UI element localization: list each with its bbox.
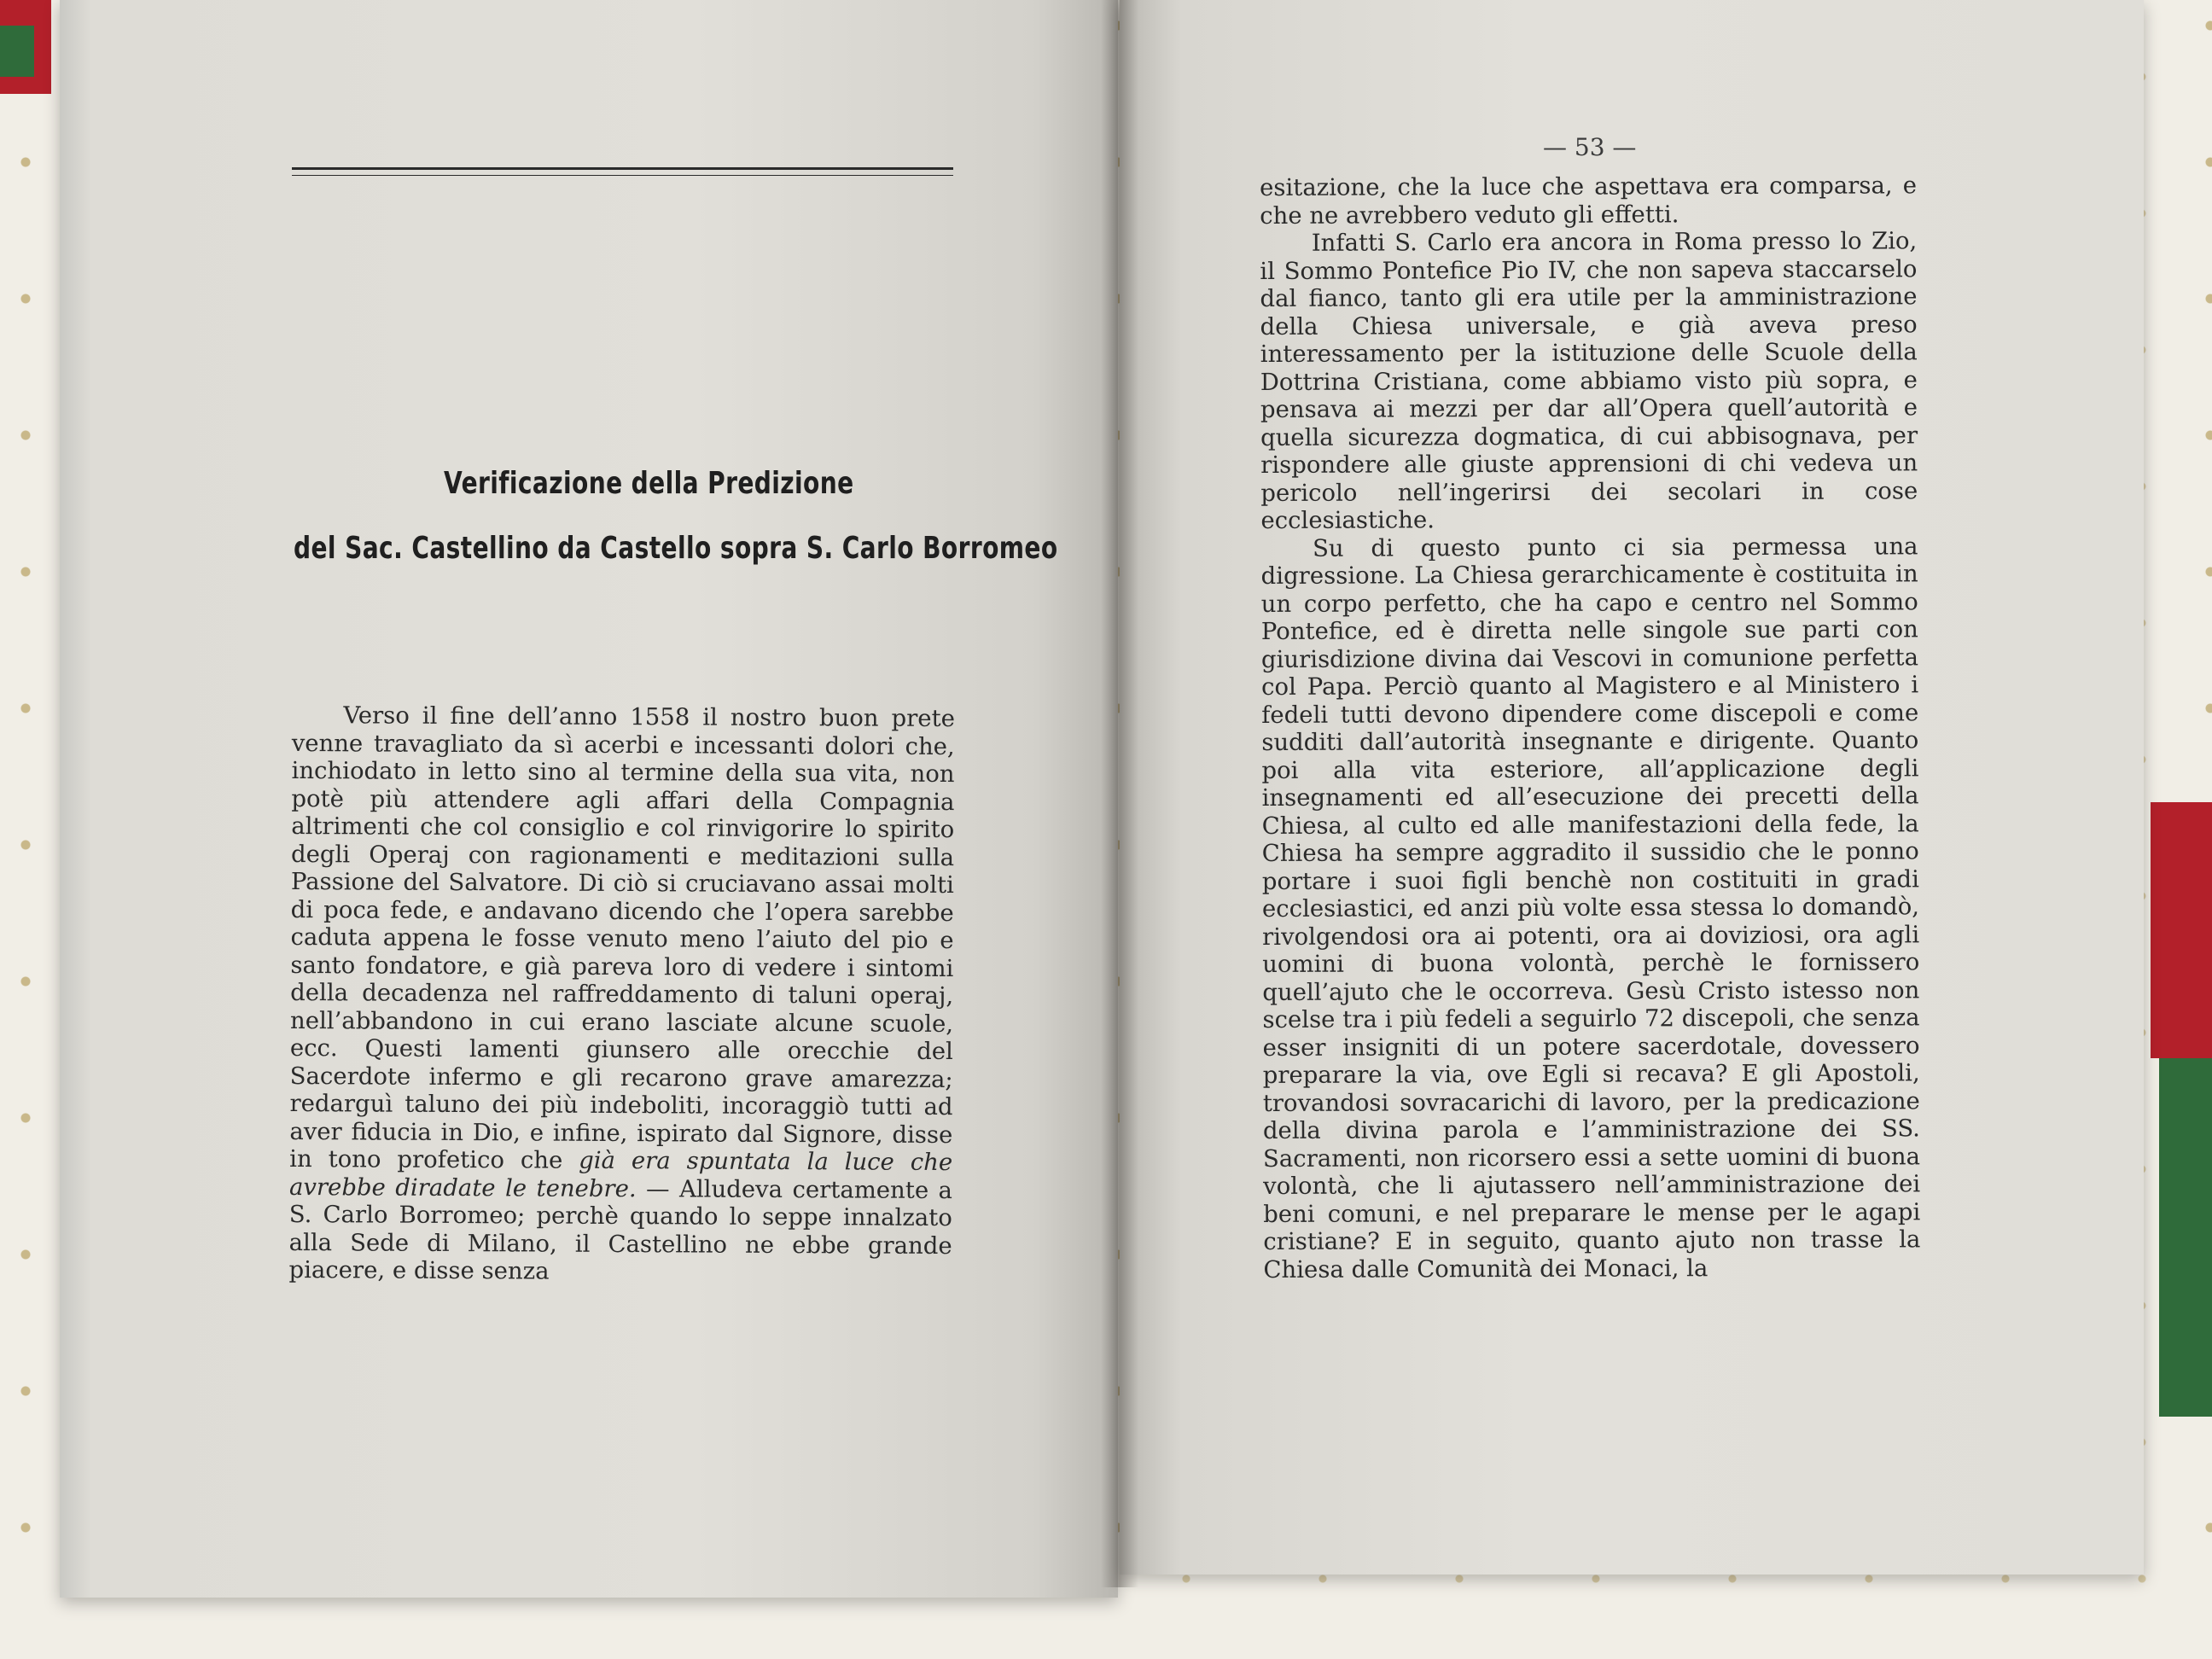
right-paragraph-3: Su di questo punto ci sia permessa una digressione. La Chiesa gerarchicamente è costituita in un corpo perfetto, che ha capo e centro nel Sommo Pontefice, ed è diretta nelle singole sue parti con giurisdizione divina dai Vescovi in comunione perfetta col Papa. Perciò quanto al Magistero e al Ministero i fedeli tutti devono dipendere come discepoli e come sudditi dall’autorità insegnante e dirigente. Quanto poi alla vita esteriore, all’applicazione degli insegnamenti ed all’esecuzione dei precetti della Chiesa, al culto ed alle manifestazioni della fede, la Chiesa ha sempre aggradito il sussidio che le ponno portare i suoi figli benchè non costituiti in gradi ecclesiastici, ed anzi più volte essa stessa lo domandò, rivolgendosi ora ai potenti, ora ai doviziosi, ora agli uomini di buona volontà, perchè le fornissero quell’ajuto che le occorreva. Gesù Cristo istesso non scelse tra i più fedeli a seguirlo 72 discepoli, che senza esser insigniti di un potere sacerdotale, dovessero preparare la via, ove Egli si recava? E gli Apostoli, trovandosi sovracarichi di lavoro, per la predicazione della divina parola e l’amministrazione dei SS. Sacramenti, non ricorsero essi a sette uomini di buona volontà, che li ajutassero nell’amministrazione dei beni comuni, e nel preparare le mense per le agapi cristiane? E in seguito, quanto ajuto non trasse la Chiesa dalle Comunità dei Monaci, la [1260, 532, 1921, 1284]
right-page-body [1260, 172, 1921, 1284]
header-rule [292, 167, 953, 176]
page-number: — 53 — [1543, 133, 1637, 161]
left-page-body [288, 701, 955, 1288]
book-gutter [1101, 0, 1138, 1587]
left-body-end: — Alludeva certamente a S. Carlo Borromeo; perchè quando lo seppe innalzato alla Sede di Milano, il Castellino ne ebbe grande piacere, e disse senza [288, 1174, 953, 1285]
left-paragraph [288, 701, 955, 1288]
chapter-title-line-1: Verificazione della Predizione [444, 466, 854, 501]
right-paragraph-2: Infatti S. Carlo era ancora in Roma presso lo Zio, il Sommo Pontefice Pio IV, che non sapeva staccarselo dal fianco, tanto gli era utile per la amministrazione della Chiesa universale, e già aveva preso interessamento per la istituzione delle Scuole della Dottrina Cristiana, come abbiamo visto più sopra, e pensava ai mezzi per dar all’Opera quell’autorità e quella sicurezza dogmatica, di cui abbisognava, per rispondere alle giuste apprensioni di chi vedeva un pericolo nell’ingerirsi dei secolari in cose ecclesiastiche. [1260, 227, 1918, 534]
left-body-start: Verso il fine dell’anno 1558 il nostro buon prete venne travagliato da sì acerbi e incessanti dolori che, inchiodato in letto sino al termine della sua vita, non potè più attendere agli affari della Compagnia altrimenti che col consiglio e col rinvigorire lo spirito degli Operaj con ragionamenti e meditazioni sulla Passione del Salvatore. Di ciò si cruciavano assai molti di poca fede, e andavano dicendo che l’opera sarebbe caduta appena le fosse venuto meno l’aiuto del pio e santo fondatore, e già pareva loro di vedere i sintomi della decadenza nel raffreddamento di taluni operaj, nell’abbandono in cui erano lasciate alcune scuole, ecc. Questi lamenti giunsero alle orecchie del Sacerdote infermo e gli recarono grave amarezza; redarguì taluno dei più indeboliti, incoraggiò tutti ad aver fiducia in Dio, e infine, ispirato dal Signore, disse in tono profetico che [289, 701, 955, 1174]
left-body-italic: già era spuntata la luce che avrebbe diradate le tenebre. [288, 1146, 953, 1202]
chapter-title-line-2: del Sac. Castellino da Castello sopra S. Carlo Borromeo [294, 531, 1058, 566]
tablecloth-red-patch-right [2151, 802, 2212, 1058]
right-paragraph-1: esitazione, che la luce che aspettava era comparsa, e che ne avrebbero veduto gli effetti. [1260, 172, 1918, 230]
tablecloth-green-patch-top-left [0, 26, 34, 77]
tablecloth-green-patch-right [2159, 1058, 2212, 1417]
